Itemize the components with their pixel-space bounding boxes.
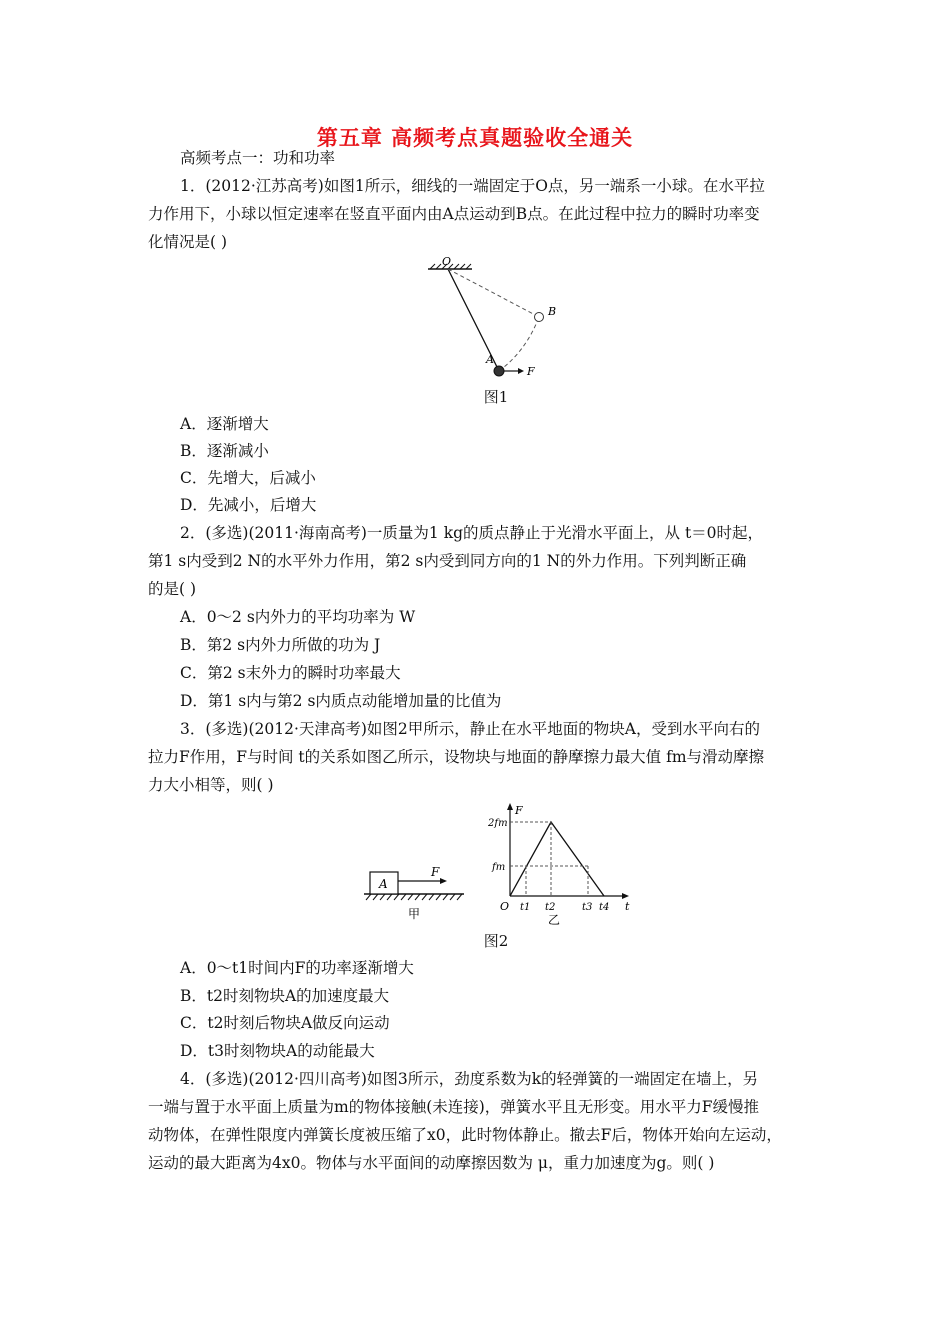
q2-line-2: 第1 s内受到2 N的水平外力作用，第2 s内受到同方向的1 N的外力作用。下列判断正确 xyxy=(148,552,747,570)
label-f: F xyxy=(527,365,535,378)
q3-line-3: 力大小相等，则( ) xyxy=(148,776,274,794)
tick-t1: t1 xyxy=(520,902,531,913)
q1-option-d: D．先减小，后增大 xyxy=(180,496,317,514)
q1-option-c: C．先增大，后减小 xyxy=(180,469,316,487)
q2-line-3: 的是( ) xyxy=(148,580,197,598)
q4-line-2: 一端与置于水平面上质量为m的物体接触(未连接)，弹簧水平且无形变。用水平力F缓慢推 xyxy=(148,1098,760,1116)
ground-hatch xyxy=(366,894,462,900)
q3-option-d: D．t3时刻物块A的动能最大 xyxy=(180,1042,375,1060)
figure-1-caption: 图1 xyxy=(483,388,509,406)
tick-t4: t4 xyxy=(599,902,610,913)
force-curve xyxy=(510,822,604,896)
q1-line-2: 力作用下，小球以恒定速率在竖直平面内由A点运动到B点。在此过程中拉力的瞬时功率变 xyxy=(148,205,760,223)
q2-option-b: B．第2 s内外力所做的功为 J xyxy=(180,636,381,654)
label-a: A xyxy=(486,353,494,366)
y-axis-arrowhead xyxy=(507,803,513,810)
ball-a xyxy=(494,366,504,376)
force-arrowhead xyxy=(518,368,524,374)
dashed-string xyxy=(448,269,539,317)
jia-label: 甲 xyxy=(408,907,421,921)
figure-2-caption: 图2 xyxy=(483,932,509,950)
force-arrowhead xyxy=(440,878,447,884)
q4-line-3: 动物体，在弹性限度内弹簧长度被压缩了x0，此时物体静止。撤去F后，物体开始向左运动， xyxy=(148,1126,782,1144)
block-label: A xyxy=(379,877,388,891)
label-b: B xyxy=(548,305,557,318)
q4-line-4: 运动的最大距离为4x0。物体与水平面间的动摩擦因数为 μ，重力加速度为g。则( ) xyxy=(148,1154,715,1172)
q2-option-a: A．0～2 s内外力的平均功率为 W xyxy=(180,608,416,626)
origin-label: O xyxy=(500,900,510,913)
tick-t2: t2 xyxy=(545,902,556,913)
figure-2-yi xyxy=(488,800,638,926)
tick-fm: fm xyxy=(492,862,506,873)
chapter-title: 第五章 高频考点真题验收全通关 xyxy=(316,126,634,150)
tick-2fm: 2fm xyxy=(488,818,508,829)
q2-line-1: 2．(多选)(2011·海南高考)一质量为1 kg的质点静止于光滑水平面上，从 t＝0时起， xyxy=(180,524,764,542)
arc-path xyxy=(499,317,539,371)
q2-option-d: D．第1 s内与第2 s内质点动能增加量的比值为 xyxy=(180,692,502,710)
q1-line-1: 1．(2012·江苏高考)如图1所示，细线的一端固定于O点，另一端系一小球。在水平拉 xyxy=(180,177,765,195)
figure-2-jia xyxy=(360,862,470,922)
tick-t3: t3 xyxy=(582,902,593,913)
q3-option-a: A．0～t1时间内F的功率逐渐增大 xyxy=(180,959,414,977)
force-label: F xyxy=(431,865,440,879)
x-axis-arrowhead xyxy=(622,893,629,899)
q4-line-1: 4．(多选)(2012·四川高考)如图3所示，劲度系数为k的轻弹簧的一端固定在墙上，另 xyxy=(180,1070,759,1088)
q3-option-b: B．t2时刻物块A的加速度最大 xyxy=(180,987,390,1005)
q3-line-2: 拉力F作用，F与时间 t的关系如图乙所示，设物块与地面的静摩擦力最大值 fm与滑动摩擦 xyxy=(148,748,765,766)
label-o: O xyxy=(442,255,452,268)
yi-label: 乙 xyxy=(548,913,561,926)
figure-1-pendulum xyxy=(420,255,570,385)
ball-b xyxy=(535,313,544,322)
section-heading: 高频考点一：功和功率 xyxy=(180,149,336,167)
q3-option-c: C．t2时刻后物块A做反向运动 xyxy=(180,1014,390,1032)
q1-option-a: A．逐渐增大 xyxy=(180,415,269,433)
q2-option-c: C．第2 s末外力的瞬时功率最大 xyxy=(180,664,401,682)
q1-line-3: 化情况是( ) xyxy=(148,233,228,251)
y-axis-label: F xyxy=(515,804,523,817)
q1-option-b: B．逐渐减小 xyxy=(180,442,269,460)
x-axis-label: t xyxy=(625,900,630,913)
q3-line-1: 3．(多选)(2012·天津高考)如图2甲所示，静止在水平地面的物块A，受到水平向右的 xyxy=(180,720,760,738)
